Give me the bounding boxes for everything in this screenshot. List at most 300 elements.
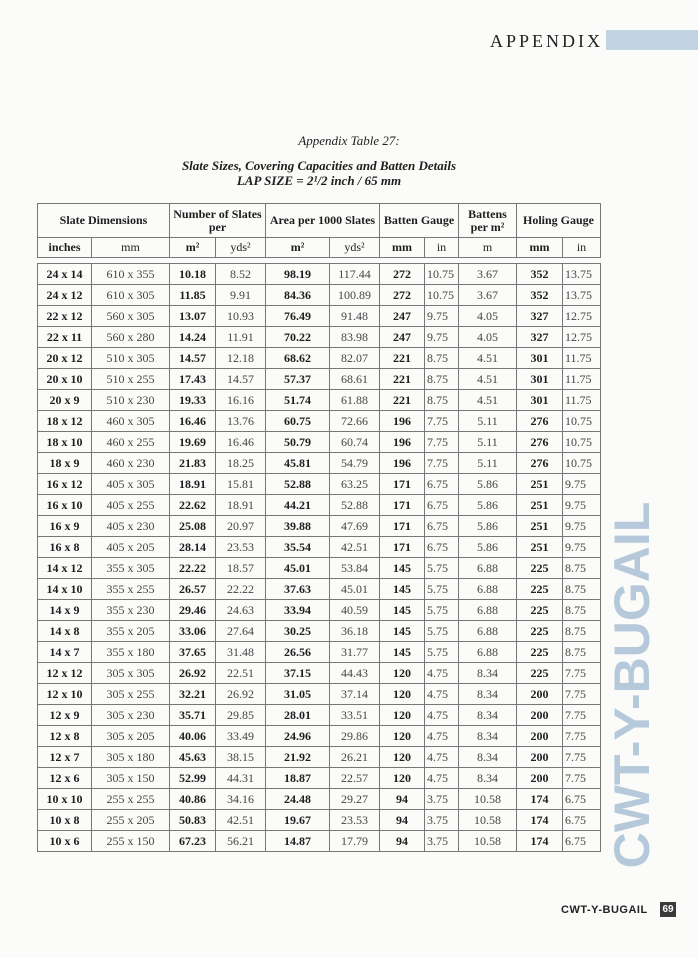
table-cell: 8.75 (563, 558, 601, 579)
table-cell: 13.76 (216, 411, 266, 432)
table-cell: 14 x 12 (38, 558, 92, 579)
table-cell: 610 x 305 (92, 285, 170, 306)
table-cell: 11.75 (563, 369, 601, 390)
table-cell: 47.69 (330, 516, 380, 537)
table-cell: 37.15 (266, 663, 330, 684)
table-cell: 42.51 (216, 810, 266, 831)
table-row (38, 348, 601, 369)
header-accent-bar (606, 30, 698, 50)
table-cell: 14.87 (266, 831, 330, 852)
table-cell: 10.18 (170, 264, 216, 285)
table-cell: 68.61 (330, 369, 380, 390)
table-cell: 10.58 (459, 789, 517, 810)
table-cell: 5.86 (459, 495, 517, 516)
table-cell: 24.48 (266, 789, 330, 810)
table-cell: 32.21 (170, 684, 216, 705)
table-cell: 12 x 6 (38, 768, 92, 789)
table-cell: 7.75 (563, 663, 601, 684)
table-cell: 4.05 (459, 327, 517, 348)
table-cell: 305 x 205 (92, 726, 170, 747)
table-cell: 251 (517, 537, 563, 558)
table-cell: 94 (380, 831, 425, 852)
table-cell: 4.51 (459, 348, 517, 369)
table-cell: 120 (380, 747, 425, 768)
table-cell: 117.44 (330, 264, 380, 285)
table-cell: 9.75 (425, 306, 459, 327)
table-cell: 44.31 (216, 768, 266, 789)
table-cell: 33.51 (330, 705, 380, 726)
page-number: 69 (660, 902, 676, 917)
header-area: Area per 1000 Slates (266, 204, 380, 238)
table-cell: 276 (517, 453, 563, 474)
table-cell: 460 x 255 (92, 432, 170, 453)
table-cell: 8.34 (459, 726, 517, 747)
table-cell: 29.86 (330, 726, 380, 747)
table-cell: 17.79 (330, 831, 380, 852)
table-cell: 20.97 (216, 516, 266, 537)
table-cell: 4.75 (425, 705, 459, 726)
table-cell: 26.92 (216, 684, 266, 705)
table-cell: 171 (380, 537, 425, 558)
table-cell: 6.88 (459, 558, 517, 579)
table-cell: 8.75 (425, 348, 459, 369)
table-cell: 10.58 (459, 810, 517, 831)
table-cell: 305 x 305 (92, 663, 170, 684)
table-cell: 45.01 (266, 558, 330, 579)
table-cell: 4.75 (425, 747, 459, 768)
table-cell: 10 x 10 (38, 789, 92, 810)
table-cell: 405 x 255 (92, 495, 170, 516)
table-cell: 6.88 (459, 600, 517, 621)
table-cell: 8.34 (459, 747, 517, 768)
table-cell: 22 x 12 (38, 306, 92, 327)
table-row (38, 369, 601, 390)
table-cell: 37.65 (170, 642, 216, 663)
table-cell: 40.06 (170, 726, 216, 747)
table-cell: 12 x 7 (38, 747, 92, 768)
table-cell: 196 (380, 453, 425, 474)
table-cell: 42.51 (330, 537, 380, 558)
table-row (38, 432, 601, 453)
table-cell: 355 x 180 (92, 642, 170, 663)
table-cell: 9.75 (563, 537, 601, 558)
table-cell: 255 x 205 (92, 810, 170, 831)
table-cell: 5.11 (459, 411, 517, 432)
table-cell: 200 (517, 726, 563, 747)
table-cell: 60.75 (266, 411, 330, 432)
table-cell: 8.75 (425, 369, 459, 390)
table-cell: 94 (380, 789, 425, 810)
table-cell: 10.75 (563, 432, 601, 453)
table-cell: 5.11 (459, 453, 517, 474)
header-number: Number of Slates per (170, 204, 266, 238)
table-cell: 145 (380, 579, 425, 600)
table-cell: 14 x 9 (38, 600, 92, 621)
table-cell: 355 x 305 (92, 558, 170, 579)
table-row (38, 831, 601, 852)
header-battens: Battens per m² (459, 204, 517, 238)
sub-header: yds² (216, 238, 266, 258)
table-cell: 14 x 8 (38, 621, 92, 642)
table-cell: 45.81 (266, 453, 330, 474)
table-cell: 12 x 12 (38, 663, 92, 684)
table-cell: 221 (380, 369, 425, 390)
table-cell: 10.75 (563, 453, 601, 474)
table-cell: 21.92 (266, 747, 330, 768)
sub-header: m² (266, 238, 330, 258)
table-cell: 33.06 (170, 621, 216, 642)
table-cell: 225 (517, 579, 563, 600)
table-cell: 29.27 (330, 789, 380, 810)
table-row (38, 642, 601, 663)
table-cell: 24 x 12 (38, 285, 92, 306)
table-cell: 3.75 (425, 810, 459, 831)
table-cell: 16.16 (216, 390, 266, 411)
table-cell: 10 x 8 (38, 810, 92, 831)
sub-header: m (459, 238, 517, 258)
table-cell: 272 (380, 285, 425, 306)
table-cell: 255 x 150 (92, 831, 170, 852)
table-cell: 27.64 (216, 621, 266, 642)
table-cell: 54.79 (330, 453, 380, 474)
table-cell: 20 x 12 (38, 348, 92, 369)
table-cell: 4.75 (425, 684, 459, 705)
table-cell: 3.75 (425, 831, 459, 852)
table-cell: 9.91 (216, 285, 266, 306)
table-row (38, 621, 601, 642)
table-cell: 171 (380, 474, 425, 495)
table-cell: 276 (517, 432, 563, 453)
table-cell: 12.75 (563, 306, 601, 327)
table-cell: 52.99 (170, 768, 216, 789)
table-cell: 225 (517, 642, 563, 663)
table-row (38, 327, 601, 348)
table-cell: 23.53 (216, 537, 266, 558)
table-cell: 18.57 (216, 558, 266, 579)
table-cell: 28.01 (266, 705, 330, 726)
table-cell: 9.75 (563, 516, 601, 537)
table-cell: 22.22 (170, 558, 216, 579)
table-cell: 83.98 (330, 327, 380, 348)
table-cell: 6.88 (459, 579, 517, 600)
table-cell: 18.87 (266, 768, 330, 789)
table-cell: 120 (380, 726, 425, 747)
table-cell: 8.34 (459, 663, 517, 684)
table-row (38, 264, 601, 285)
table-cell: 24.96 (266, 726, 330, 747)
table-cell: 196 (380, 411, 425, 432)
table-cell: 460 x 305 (92, 411, 170, 432)
table-cell: 45.63 (170, 747, 216, 768)
table-cell: 10.75 (425, 285, 459, 306)
table-cell: 5.11 (459, 432, 517, 453)
table-cell: 145 (380, 642, 425, 663)
table-cell: 120 (380, 663, 425, 684)
table-cell: 5.75 (425, 600, 459, 621)
table-cell: 7.75 (563, 747, 601, 768)
footer-brand: CWT-Y-BUGAIL (561, 904, 648, 916)
table-cell: 14.24 (170, 327, 216, 348)
table-cell: 12 x 10 (38, 684, 92, 705)
table-cell: 6.75 (425, 495, 459, 516)
table-cell: 91.48 (330, 306, 380, 327)
table-cell: 18.91 (170, 474, 216, 495)
table-cell: 16.46 (170, 411, 216, 432)
table-cell: 610 x 355 (92, 264, 170, 285)
table-cell: 19.69 (170, 432, 216, 453)
table-cell: 5.86 (459, 474, 517, 495)
table-cell: 225 (517, 600, 563, 621)
table-row (38, 537, 601, 558)
table-cell: 60.74 (330, 432, 380, 453)
table-cell: 120 (380, 768, 425, 789)
table-row (38, 747, 601, 768)
table-row (38, 600, 601, 621)
table-cell: 5.75 (425, 621, 459, 642)
table-cell: 145 (380, 600, 425, 621)
table-cell: 15.81 (216, 474, 266, 495)
table-cell: 3.67 (459, 285, 517, 306)
table-cell: 355 x 255 (92, 579, 170, 600)
table-cell: 6.75 (425, 474, 459, 495)
table-cell: 72.66 (330, 411, 380, 432)
table-cell: 29.46 (170, 600, 216, 621)
table-cell: 510 x 305 (92, 348, 170, 369)
table-cell: 251 (517, 474, 563, 495)
lap-size: LAP SIZE = 2¹/2 inch / 65 mm (236, 173, 402, 188)
table-cell: 8.34 (459, 768, 517, 789)
table-cell: 3.75 (425, 789, 459, 810)
table-cell: 4.51 (459, 369, 517, 390)
table-cell: 16.46 (216, 432, 266, 453)
table-row (38, 558, 601, 579)
table-subtitle: Slate Sizes, Covering Capacities and Batten Details (181, 158, 457, 173)
table-cell: 23.53 (330, 810, 380, 831)
table-cell: 255 x 255 (92, 789, 170, 810)
sub-header-row (38, 238, 601, 258)
sub-header: in (563, 238, 601, 258)
table-cell: 7.75 (425, 411, 459, 432)
table-cell: 6.75 (563, 789, 601, 810)
table-cell: 61.88 (330, 390, 380, 411)
table-cell: 174 (517, 789, 563, 810)
table-cell: 21.83 (170, 453, 216, 474)
table-cell: 57.37 (266, 369, 330, 390)
table-cell: 36.18 (330, 621, 380, 642)
table-cell: 31.77 (330, 642, 380, 663)
table-cell: 171 (380, 495, 425, 516)
table-cell: 84.36 (266, 285, 330, 306)
table-row (38, 684, 601, 705)
table-row (38, 285, 601, 306)
table-cell: 26.92 (170, 663, 216, 684)
table-cell: 510 x 230 (92, 390, 170, 411)
table-cell: 305 x 230 (92, 705, 170, 726)
table-row (38, 810, 601, 831)
table-cell: 4.75 (425, 663, 459, 684)
table-cell: 22.57 (330, 768, 380, 789)
table-cell: 40.59 (330, 600, 380, 621)
table-cell: 53.84 (330, 558, 380, 579)
table-cell: 98.19 (266, 264, 330, 285)
table-cell: 39.88 (266, 516, 330, 537)
table-cell: 18 x 9 (38, 453, 92, 474)
side-banner (604, 475, 660, 895)
table-cell: 11.85 (170, 285, 216, 306)
sub-header: yds² (330, 238, 380, 258)
table-cell: 6.75 (425, 537, 459, 558)
table-cell: 352 (517, 285, 563, 306)
table-cell: 31.48 (216, 642, 266, 663)
table-cell: 301 (517, 348, 563, 369)
table-cell: 33.49 (216, 726, 266, 747)
table-cell: 52.88 (266, 474, 330, 495)
table-cell: 26.56 (266, 642, 330, 663)
table-cell: 35.71 (170, 705, 216, 726)
table-cell: 18.25 (216, 453, 266, 474)
table-cell: 7.75 (563, 768, 601, 789)
table-cell: 247 (380, 306, 425, 327)
table-cell: 12 x 9 (38, 705, 92, 726)
table-row (38, 390, 601, 411)
table-cell: 51.74 (266, 390, 330, 411)
table-cell: 18.91 (216, 495, 266, 516)
table-cell: 11.91 (216, 327, 266, 348)
table-cell: 7.75 (425, 453, 459, 474)
table-cell: 352 (517, 264, 563, 285)
table-row (38, 306, 601, 327)
table-cell: 45.01 (330, 579, 380, 600)
table-cell: 33.94 (266, 600, 330, 621)
table-cell: 19.67 (266, 810, 330, 831)
table-cell: 305 x 255 (92, 684, 170, 705)
table-cell: 37.14 (330, 684, 380, 705)
table-cell: 5.86 (459, 516, 517, 537)
table-cell: 247 (380, 327, 425, 348)
table-cell: 200 (517, 684, 563, 705)
table-row (38, 474, 601, 495)
sub-header: inches (38, 238, 92, 258)
table-row (38, 705, 601, 726)
table-cell: 35.54 (266, 537, 330, 558)
table-cell: 25.08 (170, 516, 216, 537)
table-cell: 100.89 (330, 285, 380, 306)
table-cell: 120 (380, 684, 425, 705)
table-cell: 272 (380, 264, 425, 285)
table-cell: 16 x 12 (38, 474, 92, 495)
table-cell: 50.79 (266, 432, 330, 453)
table-cell: 120 (380, 705, 425, 726)
table-cell: 4.51 (459, 390, 517, 411)
header-slate: Slate Dimensions (38, 204, 170, 238)
table-row (38, 726, 601, 747)
table-cell: 560 x 280 (92, 327, 170, 348)
table-cell: 196 (380, 432, 425, 453)
table-row (38, 411, 601, 432)
table-cell: 50.83 (170, 810, 216, 831)
table-cell: 63.25 (330, 474, 380, 495)
sub-header: mm (380, 238, 425, 258)
table-cell: 251 (517, 516, 563, 537)
table-cell: 8.52 (216, 264, 266, 285)
table-cell: 5.86 (459, 537, 517, 558)
table-cell: 10 x 6 (38, 831, 92, 852)
table-cell: 4.75 (425, 768, 459, 789)
table-cell: 44.21 (266, 495, 330, 516)
table-cell: 200 (517, 705, 563, 726)
table-cell: 40.86 (170, 789, 216, 810)
table-cell: 145 (380, 621, 425, 642)
table-cell: 10.75 (425, 264, 459, 285)
table-cell: 305 x 150 (92, 768, 170, 789)
table-row (38, 453, 601, 474)
table-row (38, 663, 601, 684)
table-cell: 34.16 (216, 789, 266, 810)
table-cell: 10.93 (216, 306, 266, 327)
table-cell: 30.25 (266, 621, 330, 642)
table-cell: 13.07 (170, 306, 216, 327)
table-row (38, 516, 601, 537)
table-cell: 405 x 205 (92, 537, 170, 558)
table-cell: 6.88 (459, 642, 517, 663)
table-cell: 14.57 (170, 348, 216, 369)
table-cell: 6.75 (563, 810, 601, 831)
table-cell: 327 (517, 327, 563, 348)
table-cell: 38.15 (216, 747, 266, 768)
table-cell: 22.62 (170, 495, 216, 516)
table-row (38, 495, 601, 516)
table-cell: 82.07 (330, 348, 380, 369)
table-cell: 7.75 (425, 432, 459, 453)
table-cell: 200 (517, 747, 563, 768)
table-row (38, 579, 601, 600)
table-cell: 44.43 (330, 663, 380, 684)
table-cell: 68.62 (266, 348, 330, 369)
table-cell: 10.75 (563, 411, 601, 432)
table-cell: 305 x 180 (92, 747, 170, 768)
table-cell: 20 x 9 (38, 390, 92, 411)
table-cell: 29.85 (216, 705, 266, 726)
table-cell: 9.75 (563, 474, 601, 495)
table-cell: 13.75 (563, 264, 601, 285)
sub-header: m² (170, 238, 216, 258)
group-header-row (38, 204, 601, 238)
table-cell: 16 x 10 (38, 495, 92, 516)
table-cell: 327 (517, 306, 563, 327)
table-cell: 145 (380, 558, 425, 579)
table-cell: 70.22 (266, 327, 330, 348)
table-cell: 3.67 (459, 264, 517, 285)
table-cell: 22.51 (216, 663, 266, 684)
table-cell: 37.63 (266, 579, 330, 600)
header-batten-gauge: Batten Gauge (380, 204, 459, 238)
header-holing: Holing Gauge (517, 204, 601, 238)
table-cell: 13.75 (563, 285, 601, 306)
sub-header: in (425, 238, 459, 258)
table-cell: 16 x 8 (38, 537, 92, 558)
table-cell: 7.75 (563, 684, 601, 705)
table-cell: 5.75 (425, 558, 459, 579)
table-cell: 52.88 (330, 495, 380, 516)
table-cell: 8.75 (563, 600, 601, 621)
table-cell: 9.75 (563, 495, 601, 516)
sub-header: mm (92, 238, 170, 258)
table-cell: 5.75 (425, 579, 459, 600)
table-cell: 225 (517, 663, 563, 684)
table-cell: 225 (517, 621, 563, 642)
table-cell: 8.75 (563, 642, 601, 663)
table-cell: 174 (517, 831, 563, 852)
